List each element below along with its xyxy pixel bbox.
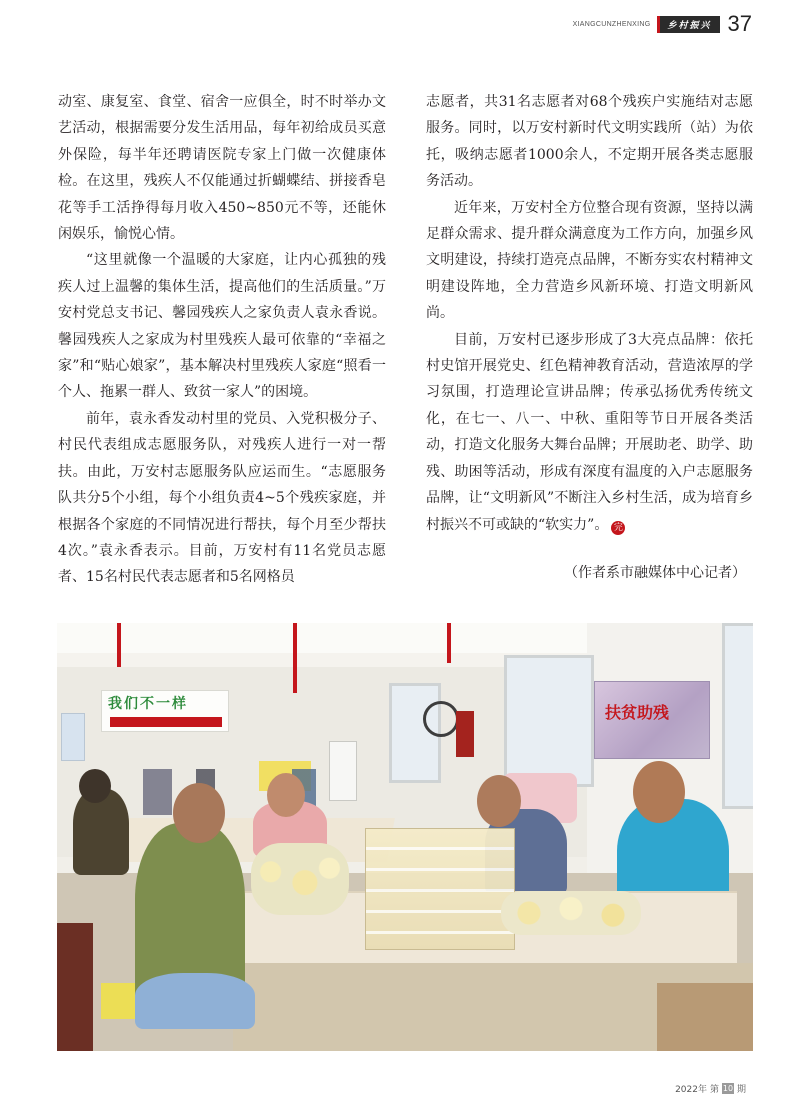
workshop-photo bbox=[57, 623, 753, 1051]
worker-blue-head bbox=[633, 761, 685, 823]
banner-text: 我们不一样 bbox=[108, 696, 188, 712]
wooden-pallet bbox=[657, 983, 753, 1051]
page-footer bbox=[675, 1082, 746, 1095]
slogan-banner bbox=[101, 690, 229, 732]
window bbox=[504, 655, 594, 787]
window bbox=[722, 623, 753, 809]
wall-scroll bbox=[456, 711, 474, 757]
poster-text: 扶贫助残 bbox=[605, 703, 670, 722]
worker-green-shorts bbox=[135, 973, 255, 1029]
hanging-decoration bbox=[293, 623, 297, 693]
worker-plaid-head bbox=[477, 775, 521, 827]
worker-green-head bbox=[173, 783, 225, 843]
section-tag: 乡村振兴 bbox=[657, 16, 720, 33]
worker-left-head bbox=[79, 769, 111, 803]
paragraph-text: 目前，万安村已逐步形成了3大亮点品牌：依托村史馆开展党史、红色精神教育活动，营造浓厚的学习氛围，打造理论宣讲品牌；传承弘扬优秀传统文化，在七一、八一、中秋、重阳等节日开展各类活动，打造文化服务大舞台品牌；开展助老、助学、助残、助困等活动，形成有深度有温度的入户志愿服务品牌，让“文明新风”不断注入乡村生活，成为培育乡村振兴不可或缺的“软实力”。 bbox=[426, 331, 753, 533]
hanging-decoration bbox=[117, 623, 121, 667]
right-column bbox=[426, 89, 753, 538]
paragraph: 志愿者，共31名志愿者对68个残疾户实施结对志愿服务。同时，以万安村新时代文明实践所（站）为依托，吸纳志愿者1000余人，不定期开展各类志愿服务活动。 bbox=[426, 94, 753, 190]
soap-flowers bbox=[251, 843, 349, 915]
worker-left bbox=[73, 789, 129, 875]
back-table bbox=[87, 818, 395, 862]
paragraph bbox=[426, 327, 753, 538]
wall-poster bbox=[61, 713, 85, 761]
end-mark-icon: 完 bbox=[611, 521, 625, 535]
author-byline: （作者系市融媒体中心记者） bbox=[564, 565, 746, 581]
paragraph: 近年来，万安村全方位整合现有资源，坚持以满足群众需求、提升群众满意度为工作方向，加强乡风文明建设，持续打造亮点品牌，不断夯实农村精神文明建设阵地，全力营造乡风新环境、打造文明新风尚。 bbox=[426, 199, 753, 322]
worker-pink-head bbox=[267, 773, 305, 817]
hanging-decoration bbox=[447, 623, 451, 663]
soap-flower-stack bbox=[365, 828, 515, 950]
page-header bbox=[573, 12, 752, 36]
issue-number: 10 bbox=[722, 1084, 734, 1093]
section-pinyin: XIANGCUNZHENXING bbox=[572, 20, 651, 28]
poster-board bbox=[594, 681, 710, 759]
page-number: 37 bbox=[727, 11, 752, 36]
paragraph: “这里就像一个温暖的大家庭，让内心孤独的残疾人过上温馨的集体生活，提高他们的生活质量。”万安村党总支书记、馨园残疾人之家负责人袁永香说。馨园残疾人之家成为村里残疾人最可依靠的“幸福之家”和“贴心娘家”，基本解决村里残疾人家庭“照看一个人、拖累一群人、致贫一家人”的困境。 bbox=[58, 252, 386, 401]
banner-stripe bbox=[110, 717, 222, 727]
wall-fan-icon bbox=[423, 701, 459, 737]
soap-flowers bbox=[501, 891, 641, 935]
issue-qi: 期 bbox=[736, 1085, 746, 1095]
paragraph: 前年，袁永香发动村里的党员、入党积极分子、村民代表组成志愿服务队，对残疾人进行一对一帮扶。由此，万安村志愿服务队应运而生。“志愿服务队共分5个小组，每个小组负责4~5个残疾家庭，并根据各个家庭的不同情况进行帮扶，每个月至少帮扶4次。”袁永香表示。目前，万安村有11名党员志愿者、15名村民代表志愿者和5名网格员 bbox=[58, 410, 386, 586]
issue-year: 2022年 bbox=[675, 1085, 707, 1095]
left-column bbox=[58, 89, 386, 591]
issue-di: 第 bbox=[709, 1085, 719, 1095]
paragraph: 动室、康复室、食堂、宿舍一应俱全，时不时举办文艺活动，根据需要分发生活用品，每年初给成员买意外保险，每半年还聘请医院专家上门做一次健康体检。在这里，残疾人不仅能通过折蝴蝶结、拼接香皂花等手工活挣得每月收入450~850元不等，还能休闲娱乐，愉悦心情。 bbox=[58, 94, 386, 243]
chair bbox=[57, 923, 93, 1051]
